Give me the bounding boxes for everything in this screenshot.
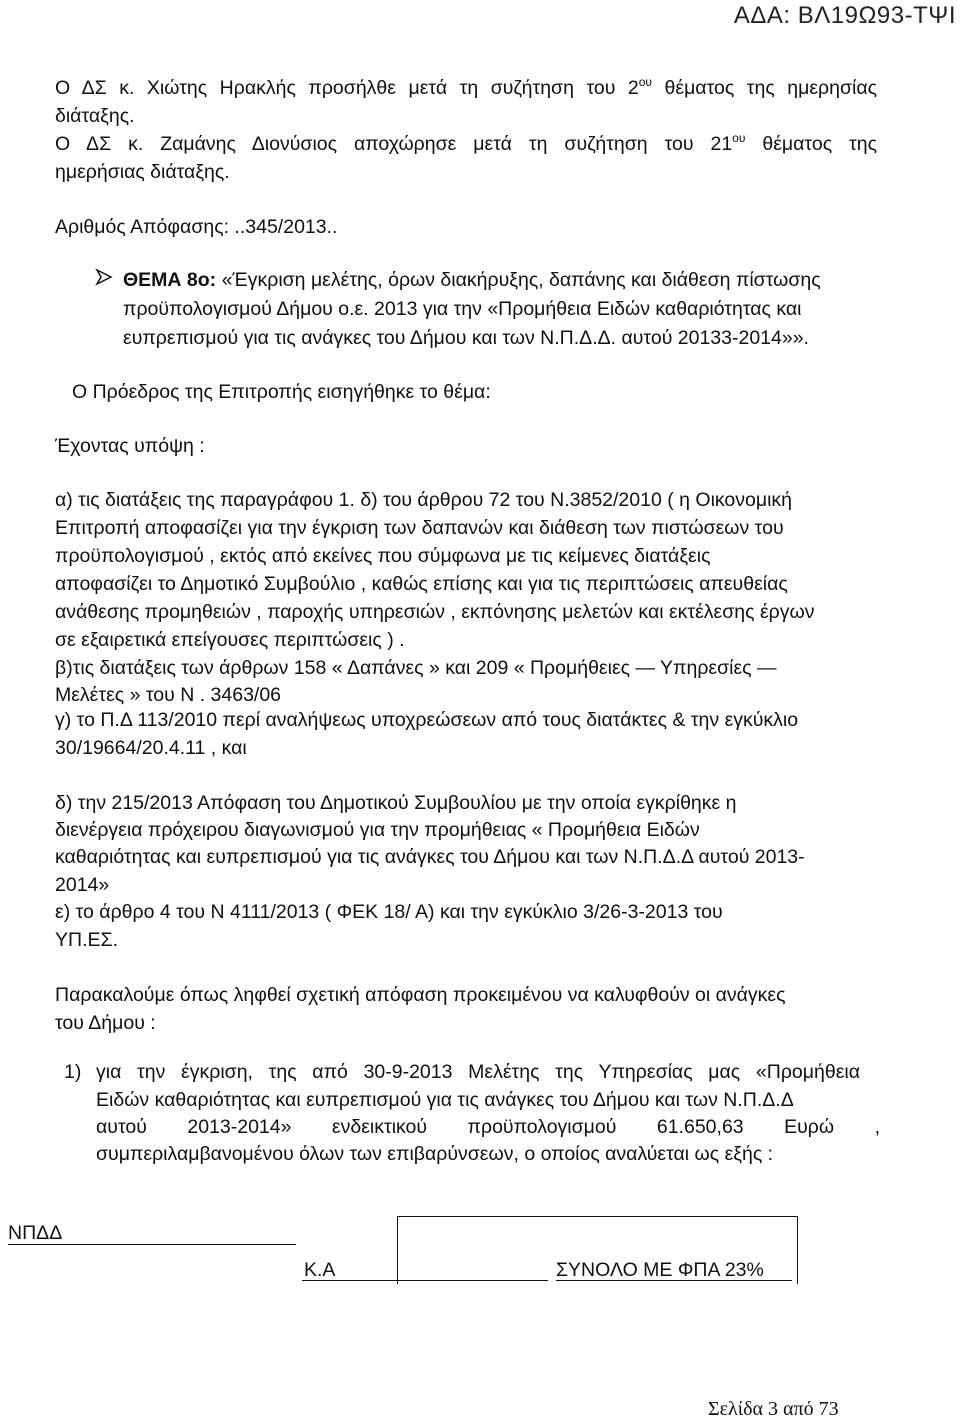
consideration-line: αποφασίζει το Δημοτικό Συμβούλιο , καθώς επίσης και για τις περιπτώσεις απευθείας — [55, 573, 788, 595]
consideration-line: α) τις διατάξεις της παραγράφου 1. δ) του άρθρου 72 του Ν.3852/2010 ( η Οικονομική — [55, 489, 793, 511]
arrow-bullet-icon — [95, 268, 113, 286]
consideration-line: σε εξαιρετικά επείγουσες περιπτώσεις ) . — [55, 629, 405, 651]
request-line-2: του Δήμου : — [55, 1012, 156, 1034]
intro-line-2: διάταξης. — [55, 105, 135, 127]
table-top-rule — [398, 1216, 798, 1217]
item-line-1: για την έγκριση, της από 30-9-2013 Μελέτης της Υπηρεσίας μας «Προμήθεια — [96, 1061, 860, 1083]
item-line-4: συμπεριλαμβανομένου όλων των επιβαρύνσεων, ο οποίος αναλύεται ως εξής : — [96, 1143, 774, 1165]
president-line: Ο Πρόεδρος της Επιτροπής εισηγήθηκε το θέμα: — [72, 381, 491, 403]
table-header-npdd: ΝΠΔΔ — [8, 1222, 63, 1244]
table-header-ka: Κ.Α — [304, 1259, 336, 1281]
intro-line-1: Ο ΔΣ κ. Χιώτης Ηρακλής προσήλθε μετά τη συζήτηση του $2^{o\upsilon}$ θέματος της ημερησίας — [55, 75, 877, 99]
consideration-line: ΥΠ.ΕΣ. — [55, 929, 118, 951]
intro-line-4: ημερήσιας διάταξης. — [55, 161, 230, 183]
item-line-3: αυτού 2013-2014» ενδεικτικού προϋπολογισμού 61.650,63 Ευρώ , — [96, 1116, 880, 1138]
theme-line-1: ΘΕΜΑ 8ο: «Έγκριση μελέτης, όρων διακήρυξης, δαπάνης και διάθεση πίστωσης — [123, 269, 821, 291]
table-header-total: ΣΥΝΟΛΟ ΜΕ ΦΠΑ 23% — [556, 1259, 764, 1281]
table-left-rule — [397, 1216, 398, 1284]
table-rule-col2 — [302, 1280, 548, 1281]
consideration-line: γ) το Π.Δ 113/2010 περί αναλήψεως υποχρεώσεων από τους διατάκτες & την εγκύκλιο — [55, 709, 799, 731]
consideration-line: Επιτροπή αποφασίζει για την έγκριση των δαπανών και διάθεση των πιστώσεων του — [55, 517, 784, 539]
request-line-1: Παρακαλούμε όπως ληφθεί σχετική απόφαση προκειμένου να καλυφθούν οι ανάγκες — [55, 984, 786, 1006]
decision-number: Αριθμός Απόφασης: ..345/2013.. — [55, 216, 338, 238]
intro-line-3: Ο ΔΣ κ. Ζαμάνης Διονύσιος αποχώρησε μετά τη συζήτηση του $21^{o\upsilon}$ θέματος της — [55, 131, 878, 155]
page-footer: Σελίδα 3 από 73 — [708, 1398, 839, 1420]
ada-code: ΑΔΑ: ΒΛ19Ω93-ΤΨΙ — [733, 2, 956, 29]
item-line-2: Ειδών καθαριότητας και ευπρεπισμού για τις ανάγκες του Δήμου και των Ν.Π.Δ.Δ — [96, 1089, 794, 1111]
consideration-line: 2014» — [55, 874, 110, 896]
having-line: Έχοντας υπόψη : — [55, 435, 205, 457]
consideration-line: Μελέτες » του Ν . 3463/06 — [55, 684, 282, 706]
table-right-rule — [797, 1216, 798, 1284]
consideration-line: προϋπολογισμού , εκτός από εκείνες που σύμφωνα με τις κείμενες διατάξεις — [55, 545, 711, 567]
theme-line-2: προϋπολογισμού Δήμου ο.ε. 2013 για την «Προμήθεια Ειδών καθαριότητας και — [123, 298, 802, 320]
consideration-line: β)τις διατάξεις των άρθρων 158 « Δαπάνες » και 209 « Προμήθειες — Υπηρεσίες — — [55, 657, 777, 679]
consideration-line: 30/19664/20.4.11 , και — [55, 737, 247, 759]
consideration-line: καθαριότητας και ευπρεπισμού για τις ανάγκες του Δήμου και των Ν.Π.Δ.Δ αυτού 2013- — [55, 846, 805, 868]
theme-line-3: ευπρεπισμού για τις ανάγκες του Δήμου και των Ν.Π.Δ.Δ. αυτού 20133-2014»». — [123, 327, 809, 349]
consideration-line: ανάθεσης προμηθειών , παροχής υπηρεσιών , εκπόνησης μελετών και εκτέλεσης έργων — [55, 601, 815, 623]
consideration-line: διενέργεια πρόχειρου διαγωνισμού για την προμήθειας « Προμήθεια Ειδών — [55, 819, 700, 841]
consideration-line: δ) την 215/2013 Απόφαση του Δημοτικού Συμβουλίου με την οποία εγκρίθηκε η — [55, 792, 737, 814]
item-number: 1) — [64, 1061, 82, 1083]
consideration-line: ε) το άρθρο 4 του Ν 4111/2013 ( ΦΕΚ 18/ Α) και την εγκύκλιο 3/26-3-2013 του — [55, 901, 723, 923]
